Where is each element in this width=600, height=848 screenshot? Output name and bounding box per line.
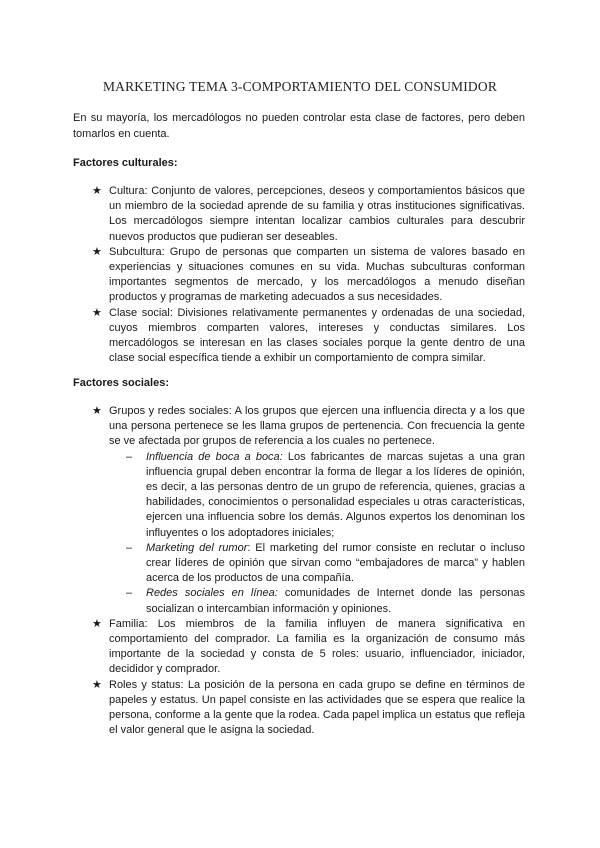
list-item-social-class [92,306,525,367]
sub-item-term: Marketing del rumor [146,541,248,554]
dash-bullet-icon: – [126,587,133,600]
list-item-roles-status [92,678,525,739]
sub-item-text: Los fabricantes de marcas sujetas a una gran influencia grupal deben encontrar la forma de llegar a los líderes de opinión, es decir, a las personas dentro de un grupo de referencia, quienes, gracias a habilidades, conocimientos o personalidad especiales u otras características, ejercen una influencia sobre los demás. Algunos expertos los denominan los influyentes o los adoptadores iniciales; [146,450,525,539]
sub-item-buzz-marketing [109,541,525,587]
list-item-groups [92,404,525,617]
star-bullet-icon: ★ [92,245,102,258]
intro-paragraph: En su mayoría, los mercadólogos no pueden controlar esta clase de factores, pero deben tomarlos en cuenta. [73,112,525,140]
sub-item-term: Redes sociales en línea: [146,587,278,600]
list-item-text: Familia: Los miembros de la familia influyen de manera significativa en comportamiento del comprador. La familia es la organización de consumo más importante de la sociedad y consta de 5 roles: usuario, influenciador, iniciador, decididor y comprador. [109,617,525,676]
star-bullet-icon: ★ [92,617,102,630]
list-item-text: Clase social: Divisiones relativamente permanentes y ordenadas de una sociedad, cuyos miembros comparten valores, intereses y conductas similares. Los mercadólogos se interesan en las clases sociales porque la gente dentro de una clase social específica tiende a exhibir un comportamiento de compra similar. [109,306,525,365]
sub-item-text: : El marketing del rumor consiste en reclutar o incluso crear líderes de opinión que sirvan como “embajadores de marca” y hablen acerca de los productos de una compañía. [146,541,525,585]
star-bullet-icon: ★ [92,405,102,417]
social-factors-heading: Factores sociales: [73,377,169,389]
cultural-factors-heading: Factores culturales: [73,157,178,169]
star-bullet-icon: ★ [92,185,102,197]
dash-bullet-icon: – [126,541,133,554]
list-item-family [92,617,525,678]
sub-item-text: comunidades de Internet donde las personas socializan o intercambian información y opiniones. [146,587,525,615]
list-item-text: Grupos y redes sociales: A los grupos que ejercen una influencia directa y a los que una persona pertenece se les llama grupos de pertenencia. Con frecuencia la gente se ve afectada por grupos de referencia a los cuales no pertenece. [109,405,525,448]
sub-item-word-of-mouth [109,450,525,541]
social-factors-list [92,404,525,738]
cultural-factors-list [92,184,525,366]
list-item-subculture [92,245,525,306]
page-title: MARKETING TEMA 3-COMPORTAMIENTO DEL CONSUMIDOR [102,79,498,94]
list-item-text: Roles y status: La posición de la persona en cada grupo se define en términos de papeles y estatus. Un papel consiste en las actividades que se espera que realice la persona, conforme a la gente que la rodea. Cada papel implica un estatus que refleja el valor general que le asigna la sociedad. [109,678,525,737]
star-bullet-icon: ★ [92,306,102,319]
sub-item-term: Influencia de boca a boca: [146,450,283,463]
list-item-text: Cultura: Conjunto de valores, percepciones, deseos y comportamientos básicos que un miembro de la sociedad aprende de su familia y otras instituciones significativas. Los mercadólogos siempre intentan localizar cambios culturales para descubrir nuevos productos que pudieran ser deseables. [109,185,525,243]
sub-item-online-social-networks [109,586,525,616]
list-item-text: Subcultura: Grupo de personas que comparten un sistema de valores basado en experiencias y situaciones comunes en su vida. Muchas subculturas conforman importantes segmentos de mercado, y los mercadólogos a menudo diseñan productos y programas de marketing adecuados a sus necesidades. [109,245,525,304]
star-bullet-icon: ★ [92,678,102,691]
list-item-culture [92,184,525,245]
dash-bullet-icon: – [126,450,133,463]
